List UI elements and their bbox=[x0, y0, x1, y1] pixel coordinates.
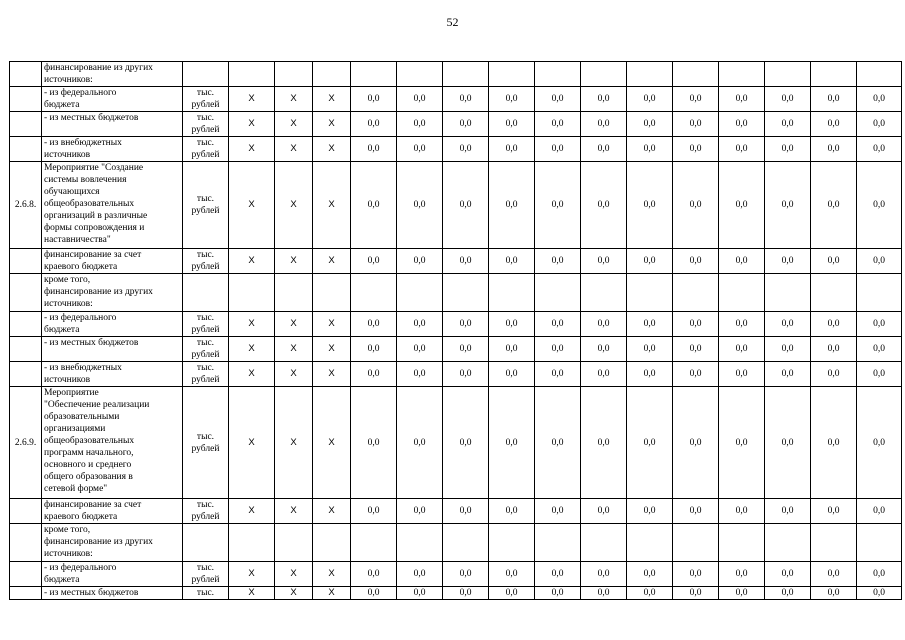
marker-cell: X bbox=[275, 87, 313, 112]
value-cell: 0,0 bbox=[811, 112, 857, 137]
row-number-cell bbox=[10, 137, 42, 162]
value-cell: 0,0 bbox=[397, 137, 443, 162]
value-cell: 0,0 bbox=[397, 249, 443, 274]
row-name-cell: кроме того, финансирование из других источников: bbox=[42, 274, 183, 312]
value-cell: 0,0 bbox=[535, 112, 581, 137]
value-cell: 0,0 bbox=[673, 249, 719, 274]
value-cell: 0,0 bbox=[765, 337, 811, 362]
value-cell bbox=[275, 274, 313, 312]
value-cell: 0,0 bbox=[489, 137, 535, 162]
value-cell: 0,0 bbox=[719, 162, 765, 249]
row-number-cell bbox=[10, 562, 42, 587]
value-cell: 0,0 bbox=[351, 587, 397, 600]
value-cell: 0,0 bbox=[581, 112, 627, 137]
value-cell bbox=[765, 274, 811, 312]
value-cell: 0,0 bbox=[535, 312, 581, 337]
value-cell: 0,0 bbox=[765, 387, 811, 499]
value-cell bbox=[581, 524, 627, 562]
row-name-cell: - из федерального бюджета bbox=[42, 312, 183, 337]
value-cell bbox=[857, 62, 902, 87]
value-cell: 0,0 bbox=[581, 162, 627, 249]
value-cell: 0,0 bbox=[857, 387, 902, 499]
value-cell bbox=[275, 524, 313, 562]
unit-cell bbox=[183, 62, 229, 87]
value-cell: 0,0 bbox=[397, 337, 443, 362]
row-name-cell: - из федерального бюджета bbox=[42, 87, 183, 112]
row-name-cell: - из местных бюджетов bbox=[42, 337, 183, 362]
value-cell: 0,0 bbox=[857, 499, 902, 524]
value-cell: 0,0 bbox=[811, 387, 857, 499]
table-row bbox=[10, 249, 902, 274]
value-cell bbox=[811, 274, 857, 312]
table-row bbox=[10, 162, 902, 249]
unit-cell: тыс. рублей bbox=[183, 337, 229, 362]
value-cell: 0,0 bbox=[811, 587, 857, 600]
value-cell: 0,0 bbox=[857, 137, 902, 162]
value-cell: 0,0 bbox=[627, 562, 673, 587]
unit-cell: тыс. рублей bbox=[183, 499, 229, 524]
value-cell bbox=[489, 524, 535, 562]
value-cell bbox=[229, 524, 275, 562]
marker-cell: X bbox=[229, 249, 275, 274]
row-number-cell bbox=[10, 312, 42, 337]
value-cell bbox=[229, 62, 275, 87]
value-cell bbox=[443, 274, 489, 312]
value-cell: 0,0 bbox=[627, 499, 673, 524]
value-cell bbox=[765, 62, 811, 87]
row-number-cell: 2.6.8. bbox=[10, 162, 42, 249]
unit-cell: тыс. рублей bbox=[183, 112, 229, 137]
value-cell: 0,0 bbox=[673, 337, 719, 362]
value-cell: 0,0 bbox=[489, 312, 535, 337]
value-cell bbox=[535, 524, 581, 562]
marker-cell: X bbox=[229, 387, 275, 499]
value-cell bbox=[627, 524, 673, 562]
marker-cell: X bbox=[313, 249, 351, 274]
row-name-cell: финансирование за счет краевого бюджета bbox=[42, 249, 183, 274]
value-cell: 0,0 bbox=[581, 249, 627, 274]
value-cell: 0,0 bbox=[581, 312, 627, 337]
value-cell: 0,0 bbox=[719, 499, 765, 524]
value-cell bbox=[627, 62, 673, 87]
value-cell bbox=[489, 62, 535, 87]
value-cell: 0,0 bbox=[627, 387, 673, 499]
table-row bbox=[10, 337, 902, 362]
marker-cell: X bbox=[229, 162, 275, 249]
value-cell: 0,0 bbox=[765, 112, 811, 137]
table-row bbox=[10, 499, 902, 524]
marker-cell: X bbox=[313, 562, 351, 587]
value-cell: 0,0 bbox=[397, 499, 443, 524]
unit-cell: тыс. рублей bbox=[183, 87, 229, 112]
value-cell: 0,0 bbox=[443, 362, 489, 387]
value-cell: 0,0 bbox=[673, 162, 719, 249]
value-cell: 0,0 bbox=[811, 162, 857, 249]
value-cell: 0,0 bbox=[489, 387, 535, 499]
table-row bbox=[10, 62, 902, 87]
value-cell: 0,0 bbox=[443, 312, 489, 337]
row-number-cell: 2.6.9. bbox=[10, 387, 42, 499]
value-cell bbox=[313, 524, 351, 562]
unit-cell: тыс. рублей bbox=[183, 562, 229, 587]
marker-cell: X bbox=[275, 587, 313, 600]
value-cell: 0,0 bbox=[811, 312, 857, 337]
value-cell bbox=[673, 62, 719, 87]
value-cell: 0,0 bbox=[673, 499, 719, 524]
value-cell: 0,0 bbox=[857, 337, 902, 362]
marker-cell: X bbox=[313, 112, 351, 137]
unit-cell bbox=[183, 274, 229, 312]
value-cell: 0,0 bbox=[535, 499, 581, 524]
value-cell: 0,0 bbox=[351, 362, 397, 387]
unit-cell: тыс. рублей bbox=[183, 362, 229, 387]
value-cell: 0,0 bbox=[673, 112, 719, 137]
budget-table bbox=[9, 61, 902, 600]
value-cell: 0,0 bbox=[581, 362, 627, 387]
marker-cell: X bbox=[313, 499, 351, 524]
marker-cell: X bbox=[313, 362, 351, 387]
table-row bbox=[10, 587, 902, 600]
row-name-cell: кроме того, финансирование из других источников: bbox=[42, 524, 183, 562]
value-cell: 0,0 bbox=[627, 112, 673, 137]
value-cell: 0,0 bbox=[765, 587, 811, 600]
value-cell: 0,0 bbox=[765, 249, 811, 274]
value-cell: 0,0 bbox=[627, 162, 673, 249]
value-cell bbox=[397, 274, 443, 312]
value-cell: 0,0 bbox=[719, 362, 765, 387]
value-cell: 0,0 bbox=[811, 337, 857, 362]
value-cell: 0,0 bbox=[489, 87, 535, 112]
row-name-cell: Мероприятие "Создание системы вовлечения обучающихся общеобразовательных организаций в различные формы сопровождения и наставничества" bbox=[42, 162, 183, 249]
value-cell: 0,0 bbox=[627, 337, 673, 362]
value-cell: 0,0 bbox=[443, 562, 489, 587]
value-cell: 0,0 bbox=[719, 337, 765, 362]
value-cell: 0,0 bbox=[443, 87, 489, 112]
value-cell: 0,0 bbox=[397, 587, 443, 600]
value-cell: 0,0 bbox=[857, 312, 902, 337]
value-cell: 0,0 bbox=[811, 87, 857, 112]
value-cell: 0,0 bbox=[857, 112, 902, 137]
table-row bbox=[10, 387, 902, 499]
value-cell bbox=[313, 62, 351, 87]
value-cell bbox=[627, 274, 673, 312]
table-row bbox=[10, 87, 902, 112]
value-cell: 0,0 bbox=[627, 362, 673, 387]
value-cell: 0,0 bbox=[673, 562, 719, 587]
value-cell: 0,0 bbox=[811, 499, 857, 524]
value-cell bbox=[397, 62, 443, 87]
value-cell: 0,0 bbox=[397, 562, 443, 587]
value-cell bbox=[229, 274, 275, 312]
value-cell: 0,0 bbox=[351, 112, 397, 137]
marker-cell: X bbox=[229, 312, 275, 337]
value-cell: 0,0 bbox=[857, 162, 902, 249]
value-cell: 0,0 bbox=[627, 249, 673, 274]
value-cell: 0,0 bbox=[489, 337, 535, 362]
table-row bbox=[10, 274, 902, 312]
value-cell: 0,0 bbox=[581, 562, 627, 587]
value-cell: 0,0 bbox=[719, 112, 765, 137]
value-cell: 0,0 bbox=[351, 137, 397, 162]
value-cell: 0,0 bbox=[857, 249, 902, 274]
row-name-cell: - из федерального бюджета bbox=[42, 562, 183, 587]
row-number-cell bbox=[10, 274, 42, 312]
marker-cell: X bbox=[313, 162, 351, 249]
marker-cell: X bbox=[275, 112, 313, 137]
value-cell: 0,0 bbox=[811, 562, 857, 587]
value-cell: 0,0 bbox=[719, 249, 765, 274]
row-name-cell: - из местных бюджетов bbox=[42, 587, 183, 600]
marker-cell: X bbox=[313, 587, 351, 600]
value-cell: 0,0 bbox=[397, 162, 443, 249]
value-cell: 0,0 bbox=[811, 362, 857, 387]
unit-cell: тыс. рублей bbox=[183, 137, 229, 162]
marker-cell: X bbox=[275, 562, 313, 587]
marker-cell: X bbox=[229, 87, 275, 112]
unit-cell bbox=[183, 524, 229, 562]
value-cell: 0,0 bbox=[489, 499, 535, 524]
unit-cell: тыс. рублей bbox=[183, 312, 229, 337]
value-cell: 0,0 bbox=[719, 87, 765, 112]
marker-cell: X bbox=[229, 362, 275, 387]
value-cell: 0,0 bbox=[673, 587, 719, 600]
marker-cell: X bbox=[275, 249, 313, 274]
table-row bbox=[10, 524, 902, 562]
value-cell: 0,0 bbox=[443, 112, 489, 137]
value-cell: 0,0 bbox=[489, 249, 535, 274]
row-name-cell: - из внебюджетных источников bbox=[42, 362, 183, 387]
value-cell bbox=[719, 62, 765, 87]
value-cell: 0,0 bbox=[535, 387, 581, 499]
marker-cell: X bbox=[313, 312, 351, 337]
value-cell: 0,0 bbox=[535, 587, 581, 600]
page-number: 52 bbox=[446, 15, 459, 29]
value-cell: 0,0 bbox=[397, 387, 443, 499]
value-cell bbox=[443, 62, 489, 87]
value-cell: 0,0 bbox=[535, 362, 581, 387]
value-cell bbox=[489, 274, 535, 312]
value-cell bbox=[673, 524, 719, 562]
marker-cell: X bbox=[313, 87, 351, 112]
value-cell bbox=[351, 274, 397, 312]
value-cell: 0,0 bbox=[581, 137, 627, 162]
marker-cell: X bbox=[229, 499, 275, 524]
value-cell: 0,0 bbox=[765, 499, 811, 524]
value-cell: 0,0 bbox=[673, 387, 719, 499]
table-row bbox=[10, 312, 902, 337]
value-cell: 0,0 bbox=[765, 162, 811, 249]
value-cell: 0,0 bbox=[443, 587, 489, 600]
value-cell: 0,0 bbox=[397, 312, 443, 337]
marker-cell: X bbox=[275, 499, 313, 524]
unit-cell: тыс. bbox=[183, 587, 229, 600]
value-cell: 0,0 bbox=[535, 162, 581, 249]
value-cell bbox=[351, 524, 397, 562]
value-cell: 0,0 bbox=[351, 312, 397, 337]
value-cell bbox=[535, 62, 581, 87]
row-name-cell: финансирование из других источников: bbox=[42, 62, 183, 87]
row-number-cell bbox=[10, 87, 42, 112]
row-number-cell bbox=[10, 587, 42, 600]
value-cell: 0,0 bbox=[397, 112, 443, 137]
value-cell: 0,0 bbox=[443, 162, 489, 249]
value-cell: 0,0 bbox=[627, 312, 673, 337]
marker-cell: X bbox=[275, 312, 313, 337]
row-name-cell: - из внебюджетных источников bbox=[42, 137, 183, 162]
value-cell bbox=[535, 274, 581, 312]
row-number-cell bbox=[10, 112, 42, 137]
value-cell: 0,0 bbox=[535, 562, 581, 587]
value-cell: 0,0 bbox=[397, 362, 443, 387]
value-cell: 0,0 bbox=[581, 587, 627, 600]
value-cell bbox=[857, 274, 902, 312]
value-cell: 0,0 bbox=[535, 337, 581, 362]
value-cell bbox=[857, 524, 902, 562]
value-cell: 0,0 bbox=[489, 362, 535, 387]
value-cell: 0,0 bbox=[351, 387, 397, 499]
value-cell bbox=[811, 524, 857, 562]
value-cell: 0,0 bbox=[397, 87, 443, 112]
value-cell: 0,0 bbox=[535, 137, 581, 162]
marker-cell: X bbox=[313, 387, 351, 499]
value-cell: 0,0 bbox=[627, 137, 673, 162]
marker-cell: X bbox=[229, 137, 275, 162]
value-cell: 0,0 bbox=[857, 562, 902, 587]
value-cell: 0,0 bbox=[581, 387, 627, 499]
value-cell: 0,0 bbox=[765, 87, 811, 112]
value-cell: 0,0 bbox=[351, 87, 397, 112]
marker-cell: X bbox=[313, 337, 351, 362]
row-number-cell bbox=[10, 337, 42, 362]
unit-cell: тыс. рублей bbox=[183, 249, 229, 274]
value-cell: 0,0 bbox=[765, 312, 811, 337]
row-number-cell bbox=[10, 249, 42, 274]
value-cell: 0,0 bbox=[489, 162, 535, 249]
value-cell bbox=[765, 524, 811, 562]
value-cell: 0,0 bbox=[673, 87, 719, 112]
table-row bbox=[10, 362, 902, 387]
value-cell bbox=[673, 274, 719, 312]
value-cell: 0,0 bbox=[627, 87, 673, 112]
row-name-cell: финансирование за счет краевого бюджета bbox=[42, 499, 183, 524]
value-cell: 0,0 bbox=[581, 499, 627, 524]
value-cell bbox=[275, 62, 313, 87]
value-cell bbox=[719, 524, 765, 562]
marker-cell: X bbox=[229, 337, 275, 362]
value-cell: 0,0 bbox=[673, 362, 719, 387]
marker-cell: X bbox=[229, 562, 275, 587]
value-cell: 0,0 bbox=[581, 87, 627, 112]
value-cell: 0,0 bbox=[719, 387, 765, 499]
value-cell: 0,0 bbox=[535, 249, 581, 274]
value-cell: 0,0 bbox=[765, 362, 811, 387]
row-number-cell bbox=[10, 62, 42, 87]
value-cell: 0,0 bbox=[351, 249, 397, 274]
row-number-cell bbox=[10, 499, 42, 524]
value-cell bbox=[581, 62, 627, 87]
value-cell: 0,0 bbox=[673, 312, 719, 337]
value-cell: 0,0 bbox=[489, 562, 535, 587]
marker-cell: X bbox=[229, 587, 275, 600]
value-cell: 0,0 bbox=[351, 499, 397, 524]
unit-cell: тыс. рублей bbox=[183, 387, 229, 499]
value-cell: 0,0 bbox=[719, 587, 765, 600]
marker-cell: X bbox=[275, 362, 313, 387]
value-cell: 0,0 bbox=[351, 562, 397, 587]
table-row bbox=[10, 112, 902, 137]
value-cell: 0,0 bbox=[627, 587, 673, 600]
value-cell: 0,0 bbox=[489, 587, 535, 600]
value-cell bbox=[351, 62, 397, 87]
value-cell bbox=[811, 62, 857, 87]
value-cell: 0,0 bbox=[673, 137, 719, 162]
value-cell bbox=[313, 274, 351, 312]
value-cell: 0,0 bbox=[857, 587, 902, 600]
marker-cell: X bbox=[229, 112, 275, 137]
value-cell: 0,0 bbox=[811, 137, 857, 162]
value-cell bbox=[443, 524, 489, 562]
value-cell: 0,0 bbox=[351, 337, 397, 362]
value-cell: 0,0 bbox=[443, 137, 489, 162]
row-name-cell: - из местных бюджетов bbox=[42, 112, 183, 137]
value-cell: 0,0 bbox=[443, 499, 489, 524]
marker-cell: X bbox=[313, 137, 351, 162]
marker-cell: X bbox=[275, 337, 313, 362]
value-cell: 0,0 bbox=[719, 562, 765, 587]
table-row bbox=[10, 137, 902, 162]
value-cell: 0,0 bbox=[765, 137, 811, 162]
value-cell: 0,0 bbox=[443, 387, 489, 499]
value-cell: 0,0 bbox=[719, 137, 765, 162]
value-cell: 0,0 bbox=[443, 249, 489, 274]
value-cell bbox=[397, 524, 443, 562]
value-cell: 0,0 bbox=[443, 337, 489, 362]
value-cell bbox=[719, 274, 765, 312]
row-number-cell bbox=[10, 524, 42, 562]
marker-cell: X bbox=[275, 162, 313, 249]
value-cell: 0,0 bbox=[811, 249, 857, 274]
value-cell: 0,0 bbox=[765, 562, 811, 587]
value-cell: 0,0 bbox=[581, 337, 627, 362]
marker-cell: X bbox=[275, 137, 313, 162]
row-number-cell bbox=[10, 362, 42, 387]
row-name-cell: Мероприятие "Обеспечение реализации образовательными организациями общеобразовательных программ начального, основного и среднего общего образования в сетевой форме" bbox=[42, 387, 183, 499]
value-cell: 0,0 bbox=[351, 162, 397, 249]
value-cell: 0,0 bbox=[489, 112, 535, 137]
value-cell bbox=[581, 274, 627, 312]
table-row bbox=[10, 562, 902, 587]
value-cell: 0,0 bbox=[857, 362, 902, 387]
marker-cell: X bbox=[275, 387, 313, 499]
value-cell: 0,0 bbox=[857, 87, 902, 112]
unit-cell: тыс. рублей bbox=[183, 162, 229, 249]
value-cell: 0,0 bbox=[719, 312, 765, 337]
value-cell: 0,0 bbox=[535, 87, 581, 112]
